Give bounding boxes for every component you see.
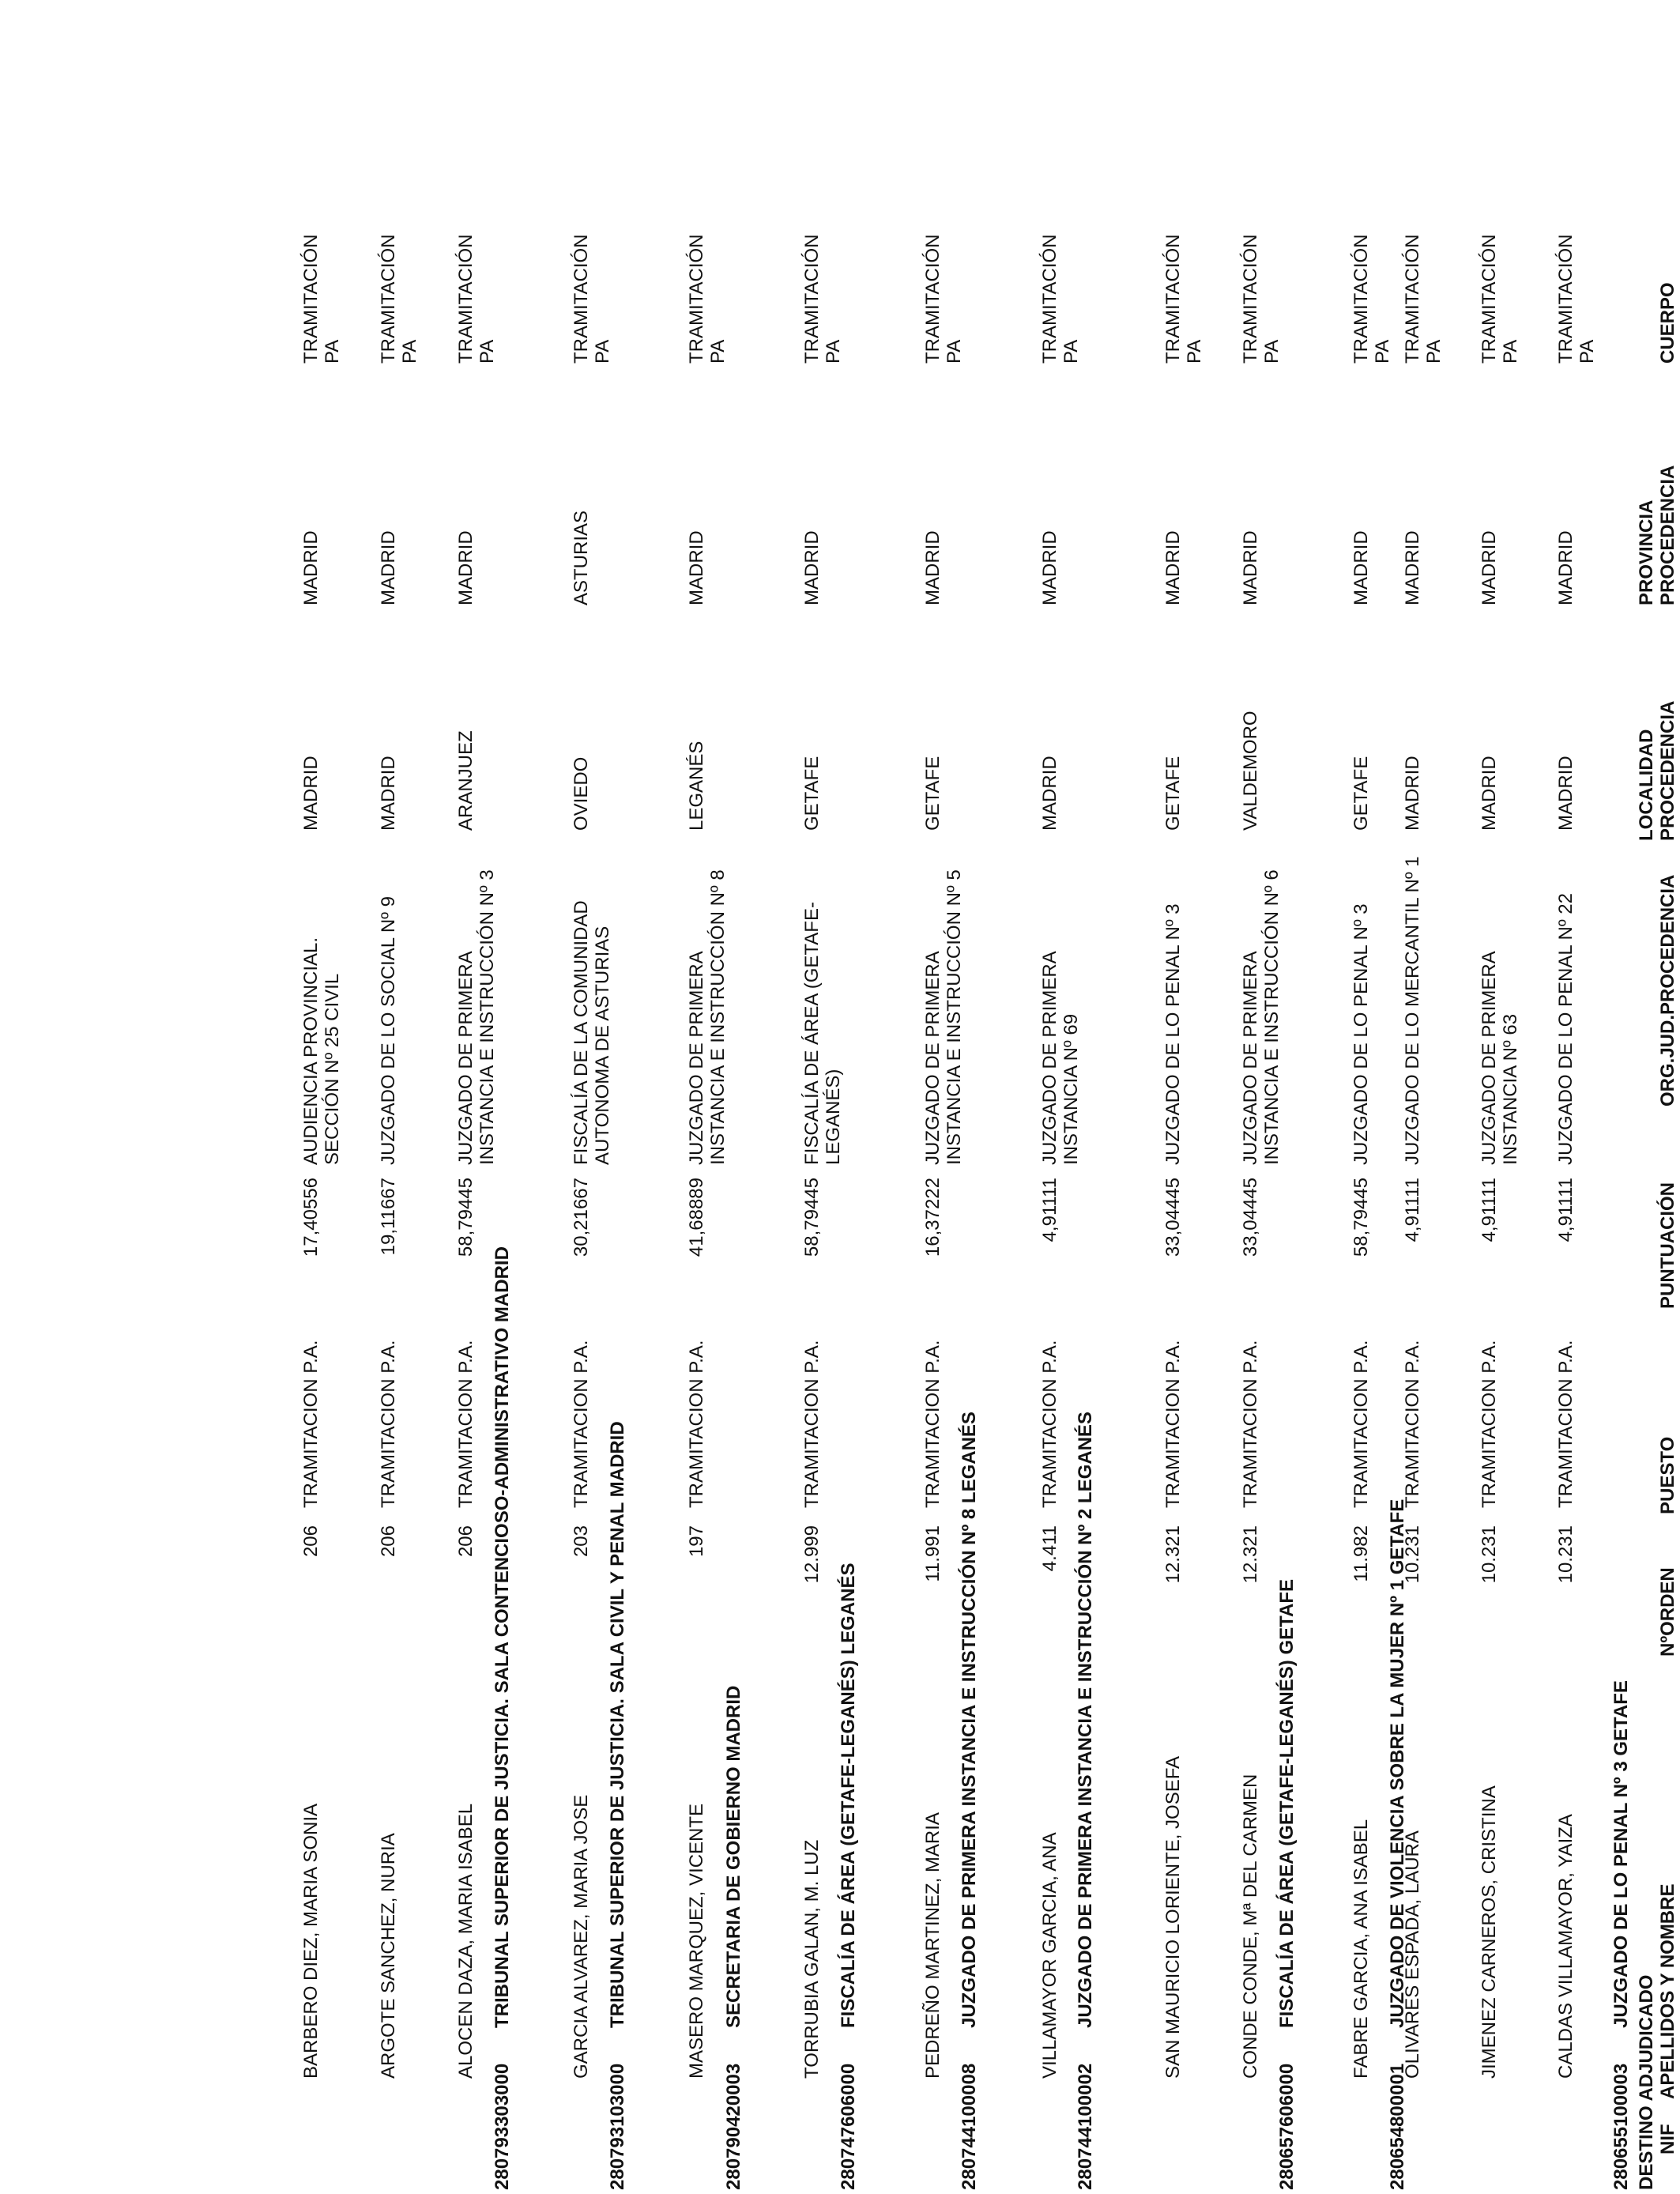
cell-puntuacion: 41,68889 [686,1178,707,1257]
header-nif: NIF [1657,2124,1678,2154]
cell-org: JUZGADO DE LO PENAL Nº 3 [1162,903,1184,1165]
group-destino: JUZGADO DE PRIMERA INSTANCIA E INSTRUCCIÓN Nº 2 LEGANÉS [1075,1412,1096,2028]
cell-nombre: FABRE GARCIA, ANA ISABEL [1350,1819,1372,2079]
group-nif: 280744100008 [959,2063,980,2190]
header-org: ORG.JUD.PROCEDENCIA [1657,874,1678,1106]
group-destino: JUZGADO DE LO PENAL Nº 3 GETAFE [1610,1680,1632,2028]
cell-puntuacion: 4,91111 [1555,1178,1576,1242]
cell-provincia: MADRID [1039,530,1060,605]
group-destino: FISCALÍA DE ÁREA (GETAFE-LEGANÉS) GETAFE [1276,1579,1298,2028]
cell-localidad: VALDEMORO [1240,711,1261,831]
cell-org: JUZGADO DE LO PENAL Nº 3 [1350,903,1372,1165]
cell-puntuacion: 16,37222 [922,1178,944,1257]
cell-orden: 206 [378,1525,399,1558]
group-nif: 280793303000 [492,2063,513,2190]
group-nif: 280654800001 [1387,2063,1408,2190]
cell-nombre: MASERO MARQUEZ, VICENTE [686,1803,707,2079]
cell-cuerpo: TRAMITACIÓN PA [1240,234,1283,364]
header-provincia: PROVINCIA PROCEDENCIA [1636,465,1678,605]
cell-provincia: MADRID [1478,530,1500,605]
cell-cuerpo: TRAMITACIÓN PA [1162,234,1205,364]
group-destino: SECRETARIA DE GOBIERNO MADRID [723,1685,744,2028]
cell-puesto: TRAMITACION P.A. [1402,1340,1423,1508]
cell-provincia: MADRID [801,530,823,605]
cell-nombre: ARGOTE SANCHEZ, NURIA [378,1833,399,2079]
header-localidad: LOCALIDAD PROCEDENCIA [1636,700,1678,841]
cell-org: JUZGADO DE LO SOCIAL Nº 9 [378,896,399,1165]
cell-nombre: PEDREÑO MARTINEZ, MARIA [922,1812,944,2079]
cell-orden: 197 [686,1525,707,1558]
group-nif: 280744100002 [1075,2063,1096,2190]
cell-puntuacion: 4,91111 [1402,1178,1423,1242]
cell-nombre: SAN MAURICIO LORIENTE, JOSEFA [1162,1755,1184,2079]
cell-provincia: MADRID [1162,530,1184,605]
cell-org: JUZGADO DE PRIMERA INSTANCIA E INSTRUCCIÓN Nº 8 [686,869,729,1165]
cell-localidad: MADRID [378,756,399,831]
cell-puntuacion: 17,40556 [300,1178,322,1257]
cell-localidad: MADRID [1478,756,1500,831]
cell-puntuacion: 58,79445 [455,1178,477,1257]
cell-nombre: ALOCEN DAZA, MARIA ISABEL [455,1803,477,2079]
group-nif: 280657606000 [1276,2063,1298,2190]
cell-localidad: GETAFE [1350,756,1372,831]
cell-puesto: TRAMITACION P.A. [378,1340,399,1508]
cell-localidad: MADRID [1555,756,1576,831]
cell-nombre: JIMENEZ CARNEROS, CRISTINA [1478,1785,1500,2079]
cell-cuerpo: TRAMITACIÓN PA [686,234,729,364]
cell-puesto: TRAMITACION P.A. [300,1340,322,1508]
cell-localidad: MADRID [300,756,322,831]
cell-nombre: CONDE CONDE, Mª DEL CARMEN [1240,1774,1261,2079]
cell-org: FISCALÍA DE ÁREA (GETAFE-LEGANÉS) [801,902,844,1165]
cell-puesto: TRAMITACION P.A. [801,1340,823,1508]
cell-orden: 11.982 [1350,1525,1372,1582]
cell-orden: 206 [300,1525,322,1558]
cell-org: JUZGADO DE PRIMERA INSTANCIA E INSTRUCCIÓN Nº 5 [922,869,965,1165]
cell-org: JUZGADO DE PRIMERA INSTANCIA Nº 63 [1478,952,1521,1165]
cell-orden: 206 [455,1525,477,1558]
cell-cuerpo: TRAMITACIÓN PA [1402,234,1445,364]
cell-orden: 12.321 [1240,1525,1261,1584]
cell-cuerpo: TRAMITACIÓN PA [300,234,343,364]
cell-puntuacion: 4,91111 [1039,1178,1060,1242]
cell-cuerpo: TRAMITACIÓN PA [378,234,420,364]
header-orden: NºORDEN [1657,1567,1678,1657]
cell-nombre: CALDAS VILLAMAYOR, YAIZA [1555,1814,1576,2079]
cell-localidad: LEGANÉS [686,741,707,831]
cell-provincia: MADRID [455,530,477,605]
cell-nombre: BARBERO DIEZ, MARIA SONIA [300,1803,322,2079]
cell-localidad: OVIEDO [571,756,592,831]
cell-provincia: MADRID [378,530,399,605]
cell-provincia: MADRID [1402,530,1423,605]
header-nombre: APELLIDOS Y NOMBRE [1657,1883,1678,2099]
cell-org: JUZGADO DE PRIMERA INSTANCIA E INSTRUCCIÓN Nº 3 [455,869,498,1165]
group-destino: TRIBUNAL SUPERIOR DE JUSTICIA. SALA CONTENCIOSO-ADMINISTRATIVO MADRID [492,1246,513,2028]
group-nif: 280793103000 [607,2063,628,2190]
cell-puesto: TRAMITACION P.A. [455,1340,477,1508]
cell-localidad: MADRID [1402,756,1423,831]
cell-cuerpo: TRAMITACIÓN PA [922,234,965,364]
header-puesto: PUESTO [1657,1436,1678,1514]
group-destino: TRIBUNAL SUPERIOR DE JUSTICIA. SALA CIVIL Y PENAL MADRID [607,1421,628,2028]
cell-org: JUZGADO DE PRIMERA INSTANCIA E INSTRUCCIÓN Nº 6 [1240,869,1283,1165]
cell-localidad: MADRID [1039,756,1060,831]
cell-provincia: MADRID [1350,530,1372,605]
group-destino: JUZGADO DE PRIMERA INSTANCIA E INSTRUCCIÓN Nº 8 LEGANÉS [959,1412,980,2028]
cell-org: JUZGADO DE LO MERCANTIL Nº 1 [1402,856,1423,1165]
cell-puesto: TRAMITACION P.A. [1350,1340,1372,1508]
cell-localidad: GETAFE [922,756,944,831]
cell-cuerpo: TRAMITACIÓN PA [801,234,844,364]
cell-nombre: VILLAMAYOR GARCIA, ANA [1039,1832,1060,2079]
cell-cuerpo: TRAMITACIÓN PA [1039,234,1082,364]
cell-org: JUZGADO DE LO PENAL Nº 22 [1555,893,1576,1165]
cell-cuerpo: TRAMITACIÓN PA [571,234,613,364]
cell-org: JUZGADO DE PRIMERA INSTANCIA Nº 69 [1039,952,1082,1165]
cell-nombre: GARCIA ALVAREZ, MARIA JOSE [571,1794,592,2079]
cell-puesto: TRAMITACION P.A. [1555,1340,1576,1508]
cell-orden: 10.231 [1555,1525,1576,1584]
cell-cuerpo: TRAMITACIÓN PA [1478,234,1521,364]
cell-puesto: TRAMITACION P.A. [1478,1340,1500,1508]
cell-nombre: TORRUBIA GALAN, M. LUZ [801,1839,823,2079]
cell-orden: 12.321 [1162,1525,1184,1584]
cell-orden: 10.231 [1478,1525,1500,1584]
cell-org: AUDIENCIA PROVINCIAL. SECCIÓN Nº 25 CIVIL [300,937,343,1165]
cell-provincia: MADRID [300,530,322,605]
cell-cuerpo: TRAMITACIÓN PA [1555,234,1598,364]
cell-provincia: MADRID [1555,530,1576,605]
cell-localidad: GETAFE [801,756,823,831]
cell-orden: 12.999 [801,1525,823,1584]
group-destino: JUZGADO DE VIOLENCIA SOBRE LA MUJER Nº 1 GETAFE [1387,1498,1408,2028]
cell-cuerpo: TRAMITACIÓN PA [455,234,498,364]
cell-org: FISCALÍA DE LA COMUNIDAD AUTONOMA DE ASTURIAS [571,900,613,1165]
group-destino: FISCALÍA DE ÁREA (GETAFE-LEGANÉS) LEGANÉS [838,1563,859,2028]
cell-cuerpo: TRAMITACIÓN PA [1350,234,1393,364]
cell-puntuacion: 30,21667 [571,1178,592,1257]
page-title: DESTINO ADJUDICADO [1636,1974,1657,2190]
cell-puesto: TRAMITACION P.A. [922,1340,944,1508]
cell-puesto: TRAMITACION P.A. [1240,1340,1261,1508]
cell-provincia: MADRID [1240,530,1261,605]
cell-puesto: TRAMITACION P.A. [1162,1340,1184,1508]
cell-orden: 10.231 [1402,1525,1423,1584]
cell-puesto: TRAMITACION P.A. [686,1340,707,1508]
cell-puntuacion: 4,91111 [1478,1178,1500,1242]
cell-orden: 4.411 [1039,1525,1060,1572]
cell-puntuacion: 33,04445 [1162,1178,1184,1257]
cell-puesto: TRAMITACION P.A. [571,1340,592,1508]
group-nif: 280790420003 [723,2063,744,2190]
cell-orden: 203 [571,1525,592,1558]
group-nif: 280747606000 [838,2063,859,2190]
cell-localidad: ARANJUEZ [455,730,477,831]
cell-nombre: OLIVARES ESPADA, LAURA [1402,1830,1423,2079]
cell-provincia: MADRID [922,530,944,605]
cell-localidad: GETAFE [1162,756,1184,831]
header-puntuacion: PUNTUACIÓN [1657,1182,1678,1309]
header-cuerpo: CUERPO [1657,282,1678,364]
cell-puntuacion: 19,11667 [378,1178,399,1256]
cell-puesto: TRAMITACION P.A. [1039,1340,1060,1508]
cell-puntuacion: 33,04445 [1240,1178,1261,1257]
cell-provincia: MADRID [686,530,707,605]
cell-puntuacion: 58,79445 [801,1178,823,1257]
cell-provincia: ASTURIAS [571,510,592,605]
cell-orden: 11.991 [922,1525,944,1582]
group-nif: 280655100003 [1610,2063,1632,2190]
cell-puntuacion: 58,79445 [1350,1178,1372,1257]
